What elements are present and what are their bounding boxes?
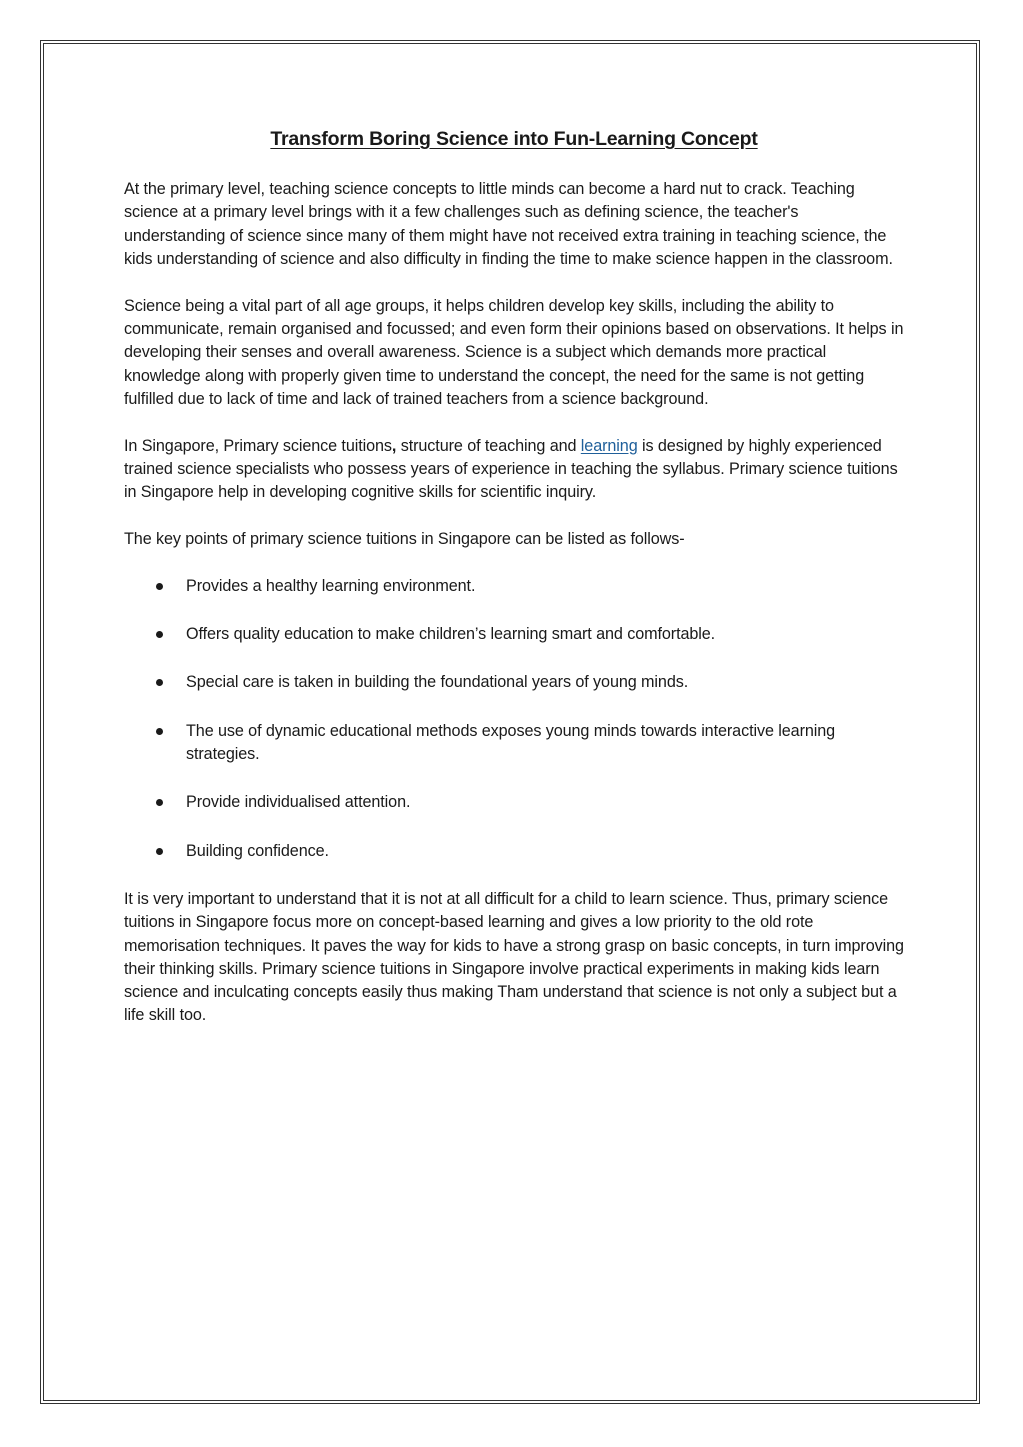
document-body bbox=[124, 124, 904, 1051]
document-title: Transform Boring Science into Fun-Learning Concept bbox=[270, 128, 758, 150]
learning-link[interactable]: learning bbox=[580, 436, 638, 455]
list-item bbox=[124, 623, 904, 646]
list-item bbox=[124, 671, 904, 694]
bullet-icon bbox=[156, 848, 163, 855]
paragraph-intro: At the primary level, teaching science concepts to little minds can become a hard nut to crack. Teaching science at a primary level brings with it a few challenges such as defining science, the teacher's understanding of science since many of them might have not received extra training in teaching science, the kids understanding of science and also difficulty in finding the time to make science happen in the classroom. bbox=[124, 180, 893, 268]
list-item-text: Special care is taken in building the foundational years of young minds. bbox=[186, 673, 689, 692]
paragraph-key-points-intro: The key points of primary science tuitions in Singapore can be listed as follows- bbox=[124, 530, 685, 549]
paragraph-conclusion: It is very important to understand that it is not at all difficult for a child to learn science. Thus, primary science tuitions in Singapore focus more on concept-based learning and gives a low priority to the old rote memorisation techniques. It paves the way for kids to have a strong grasp on basic concepts, in turn improving their thinking skills. Primary science tuitions in Singapore involve practical experiments in making kids learn science and inculcating concepts easily thus making Tham understand that science is not only a subject but a life skill too. bbox=[124, 889, 904, 1025]
paragraph-singapore-end: is designed by highly experienced trained science specialists who possess years of experience in teaching the syllabus. Primary science tuitions in Singapore help in developing cognitive skills for scientific inquiry. bbox=[124, 436, 898, 502]
bullet-icon bbox=[156, 679, 163, 686]
list-item bbox=[124, 840, 904, 863]
list-item-text: The use of dynamic educational methods exposes young minds towards interactive learning strategies. bbox=[186, 721, 836, 764]
paragraph-singapore bbox=[124, 435, 904, 505]
list-item-text: Provide individualised attention. bbox=[186, 793, 411, 812]
list-item bbox=[124, 720, 904, 767]
list-item bbox=[124, 791, 904, 814]
bullet-icon bbox=[156, 631, 163, 638]
bullet-icon bbox=[156, 728, 163, 735]
list-item-text: Offers quality education to make children’s learning smart and comfortable. bbox=[186, 625, 716, 644]
list-item-text: Building confidence. bbox=[186, 841, 329, 860]
paragraph-singapore-start: In Singapore, Primary science tuitions bbox=[124, 436, 392, 455]
bold-comma: , bbox=[391, 436, 397, 455]
key-points-list bbox=[124, 575, 904, 863]
bullet-icon bbox=[156, 799, 163, 806]
paragraph-singapore-middle: structure of teaching and bbox=[396, 436, 581, 455]
bullet-icon bbox=[156, 583, 163, 590]
list-item bbox=[124, 575, 904, 598]
list-item-text: Provides a healthy learning environment. bbox=[186, 576, 476, 595]
paragraph-importance: Science being a vital part of all age groups, it helps children develop key skills, including the ability to communicate, remain organised and focussed; and even form their opinions based on observations. It helps in developing their senses and overall awareness. Science is a subject which demands more practical knowledge along with properly given time to understand the concept, the need for the same is not getting fulfilled due to lack of time and lack of trained teachers from a science background. bbox=[124, 296, 904, 408]
